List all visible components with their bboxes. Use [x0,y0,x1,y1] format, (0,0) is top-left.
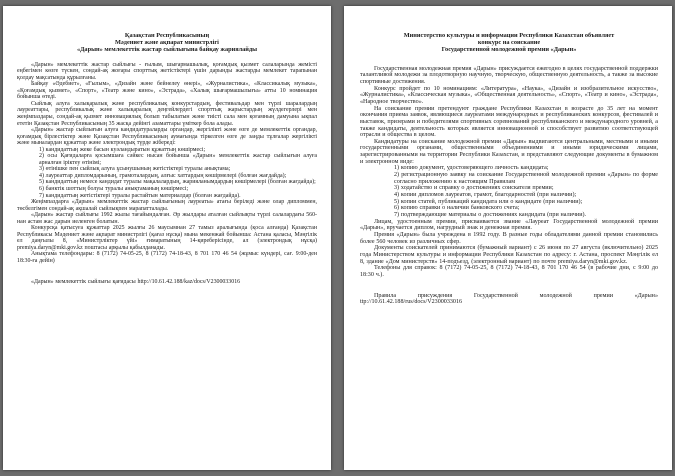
list-item: 2) осы Қағидаларға қосымшаға сәйкес нысан бойынша «Дарын» мемлекеттік жастар сыйлығын алуға арналған іріктеу өтінімі; [39,153,317,166]
paragraph: Жеңімпаздарға «Дарын» мемлекеттік жастар сыйлығының лауреаты» атағы беріледі және олар дипломмен, төсбелгімен сондай-ақ ақшалай сыйлықпен марапатталады. [17,199,317,212]
paragraph: Анықтама телефондары: 8 (7172) 74-05-25, 8 (7172) 74-18-43, 8 701 170 46 54 (жұмыс күндері, сағ. 9:00-ден 18:30-ға дейін) [17,251,317,265]
list-item: 2) регистрационную заявку на соискание Государственной молодежной премии «Дарын» по форме согласно приложению к настоящим Правилам [394,172,658,185]
paragraph: «Дарын» мемлекеттік сыйлығы қағидасы http://10.61.42.188/kaz/docs/V2300033016 [31,278,241,285]
paragraph: Байқау «Әдебиет», «Ғылым», «Дизайн және бейнелеу өнері», «Журналистика», «Классикалық музыка», «Қоғамдық қызмет», «Спорт», «Театр және кино», «Эстрада», «Халық шығармашылығы» атты 10 номинация бойынша өтеді. [17,81,317,101]
paragraph: «Дарын» мемлекеттік жастар сыйлығы - ғылым, шығармашылық, қоғамдық қызмет салаларында жемісті еңбегімен көзге түскен, сондай-ақ жоғары спорттық жетістіктері үшін дарынды жастарды мемлекет тарапынан қолдау мақсатында құрылғаны. [17,61,317,81]
list-item: 7) подтверждающие материалы о достижениях кандидата (при наличии). [394,212,587,219]
list-item: 7) кандидаттың жетістіктері туралы растайтын материалдар (болған жағдайда). [39,192,241,199]
paragraph: Конкурс пройдет по 10 номинациям: «Литература», «Наука», «Дизайн и изобразительное искусство», «Журналистика», «Классическая музыка», «Общественная деятельность», «Спорт», «Театр и кино», «Эстрада», «Народное творчество». [360,85,658,105]
heading-line: Қазақстан Республикасының [124,32,210,39]
list-item: 1) кандидаттың жеке басын куәландыратын құжаттың көшірмесі; [39,146,206,153]
list-item: 6) банктік шоттың болуы туралы анықтаманың көшірмесі; [39,186,189,192]
list-item: 3) өтінішке пен сыйлық алуға ұсынушының жетістіктері туралы анықтама; [39,166,231,173]
heading-line: «Дарын» мемлекеттік жастар сыйлығына байқау жариялайды [76,46,258,54]
paragraph: Премия «Дарын» была учреждена в 1992 году. В разные годы обладателями данной премии становились более 560 человек из различных сфер. [360,232,658,245]
list-item: 6) копию справки о наличии банковского счета; [394,205,520,212]
paragraph: На соискание премии претендуют граждане Республики Казахстан в возрасте до 35 лет на момент окончания приема заявок, являющиеся лауреатами международных и республиканских конкурсов, фестивалей и выставок, призерами и победителями спортивных соревнований республиканского и международного уровней, а также кандидаты, деятельность которых является инновационной и способствует развитию соответствующей отрасли и общества в целом. [360,105,658,139]
page-heading [17,32,317,54]
paragraph: Правила присуждения Государственной молодежной премии «Дарын» ttp://10.61.42.188/rus/docs/V2300033016 [360,292,658,306]
page-body [360,66,658,306]
list-item: 5) кандидаттың немесе кандидат туралы мақалалардың, жарияланымдардың көшірмелері (болған жағдайда); [39,179,316,186]
heading-line: Государственной молодежной премии «Дарын» [441,46,577,54]
paragraph: Сыйлық алуға халықаралық және республикалық конкурстардың, фестивальдар мен түрлі шаралардың лауреаттары, республикалық және халықаралық деңгейлердегі спорттық жарыстардың жүлдегерлері мен жеңімпаздары, сондай-ақ қызмет инновациялық болып табылатын және тиісті сала мен қоғамның дамуына ықпал ететін Қазақстан Республикасының 35 жасқа дейінгі азаматтары үміткер бола алады. [17,100,317,127]
list-item: 1) копию документ, удостоверяющего личность кандидата; [394,165,549,172]
heading-line: конкурс на соискание [477,39,541,47]
list-item: 4) лауреаттар дипломдарының, грамоталардың, алғыс хаттардың көшірмелері (болған жағдайда); [39,172,287,179]
page-kazakh [3,6,331,470]
page-body [17,62,317,286]
paragraph: «Дарын» жастар сыйлығын алуға кандидатураларды органдар, жергілікті және өзге де мемлекеттік органдар, қоғамдық бірлестіктер және Қазақстан Республикасының аумағында тіркелген өзге де заңды тұлғалар жергілікті және мыналардан құжаттар және электрондық түрде жібереді: [17,127,317,147]
paragraph: Конкурсқа қатысуға құжаттар 2025 жылғы 26 маусымнан 27 тамыз аралығында (қоса алғанда) Қазақстан Республикасы Мәдениет және ақпарат министрлігі (қағаз нұсқа) мына мекенжай бойынша: Астана қаласы, Мәңгілік ел даңғылы 8, «Министрліктер үйі» ғимаратының 14-қиреберісінде, ал (электрондық нұсқа) premiya.daryn@mki.gov.kz поштасы арқылы қабылданады. [17,225,317,251]
paragraph: «Дарын» жастар сыйлығы 1992 жылы тағайындалған. Әр жылдары аталған сыйлықты түрлі салалардағы 560-нан астам жас дарын иеленген болатын. [17,212,317,225]
paragraph: Лицам, удостоенным премии, присваивается звание «Лауреат Государственной молодежной премии «Дарын», вручается диплом, нагрудный знак и денежная премия. [360,218,658,232]
list-item: 3) ходатайство и справку о достижениях соискателя премии; [394,185,554,192]
heading-line: Министерство культуры и информации Республики Казахстан объявляет [403,32,615,39]
list-item: 4) копии дипломов лауреатов, грамот, благодарностей (при наличии); [394,192,577,199]
paragraph: Документы соискателей принимаются (бумажный вариант) с 26 июня по 27 августа (включительно) 2025 года Министерством культуры и информации Республики Казахстан по адресу: г. Астана, проспект Мәңгілік ел 8, здание «Дом министерств» 14-подъезд, (электронный вариант) по почте premiya.daryn@mki.gov.kz. [360,245,658,265]
paragraph: Кандидатуры на соискание молодежной премии «Дарын» выдвигаются центральными, местными и иными государственными органами, общественными объединениями и иными юридическими лицами, зарегистрированными на территории Республики Казахстан, и представляют следующие документы в бумажном и электронном виде: [360,138,658,165]
page-russian [344,6,672,470]
paragraph: Государственная молодежная премия «Дарын» присуждается ежегодно в целях государственной поддержки талантливой молодежи за плодотворную научную, творческую, общественную деятельность, а также за высокие спортивные достижения. [360,65,658,85]
page-heading [360,32,658,54]
paragraph: Телефоны для справок: 8 (7172) 74-05-25, 8 (7172) 74-18-43, 8 701 170 46 54 (в рабочие дни, с 9:00 до 18:30 ч.). [360,265,658,278]
list-item: 5) копии статей, публикаций кандидата или о кандидате (при наличии); [394,198,583,205]
heading-line: Мәдениет және ақпарат министрлігі [115,39,219,47]
